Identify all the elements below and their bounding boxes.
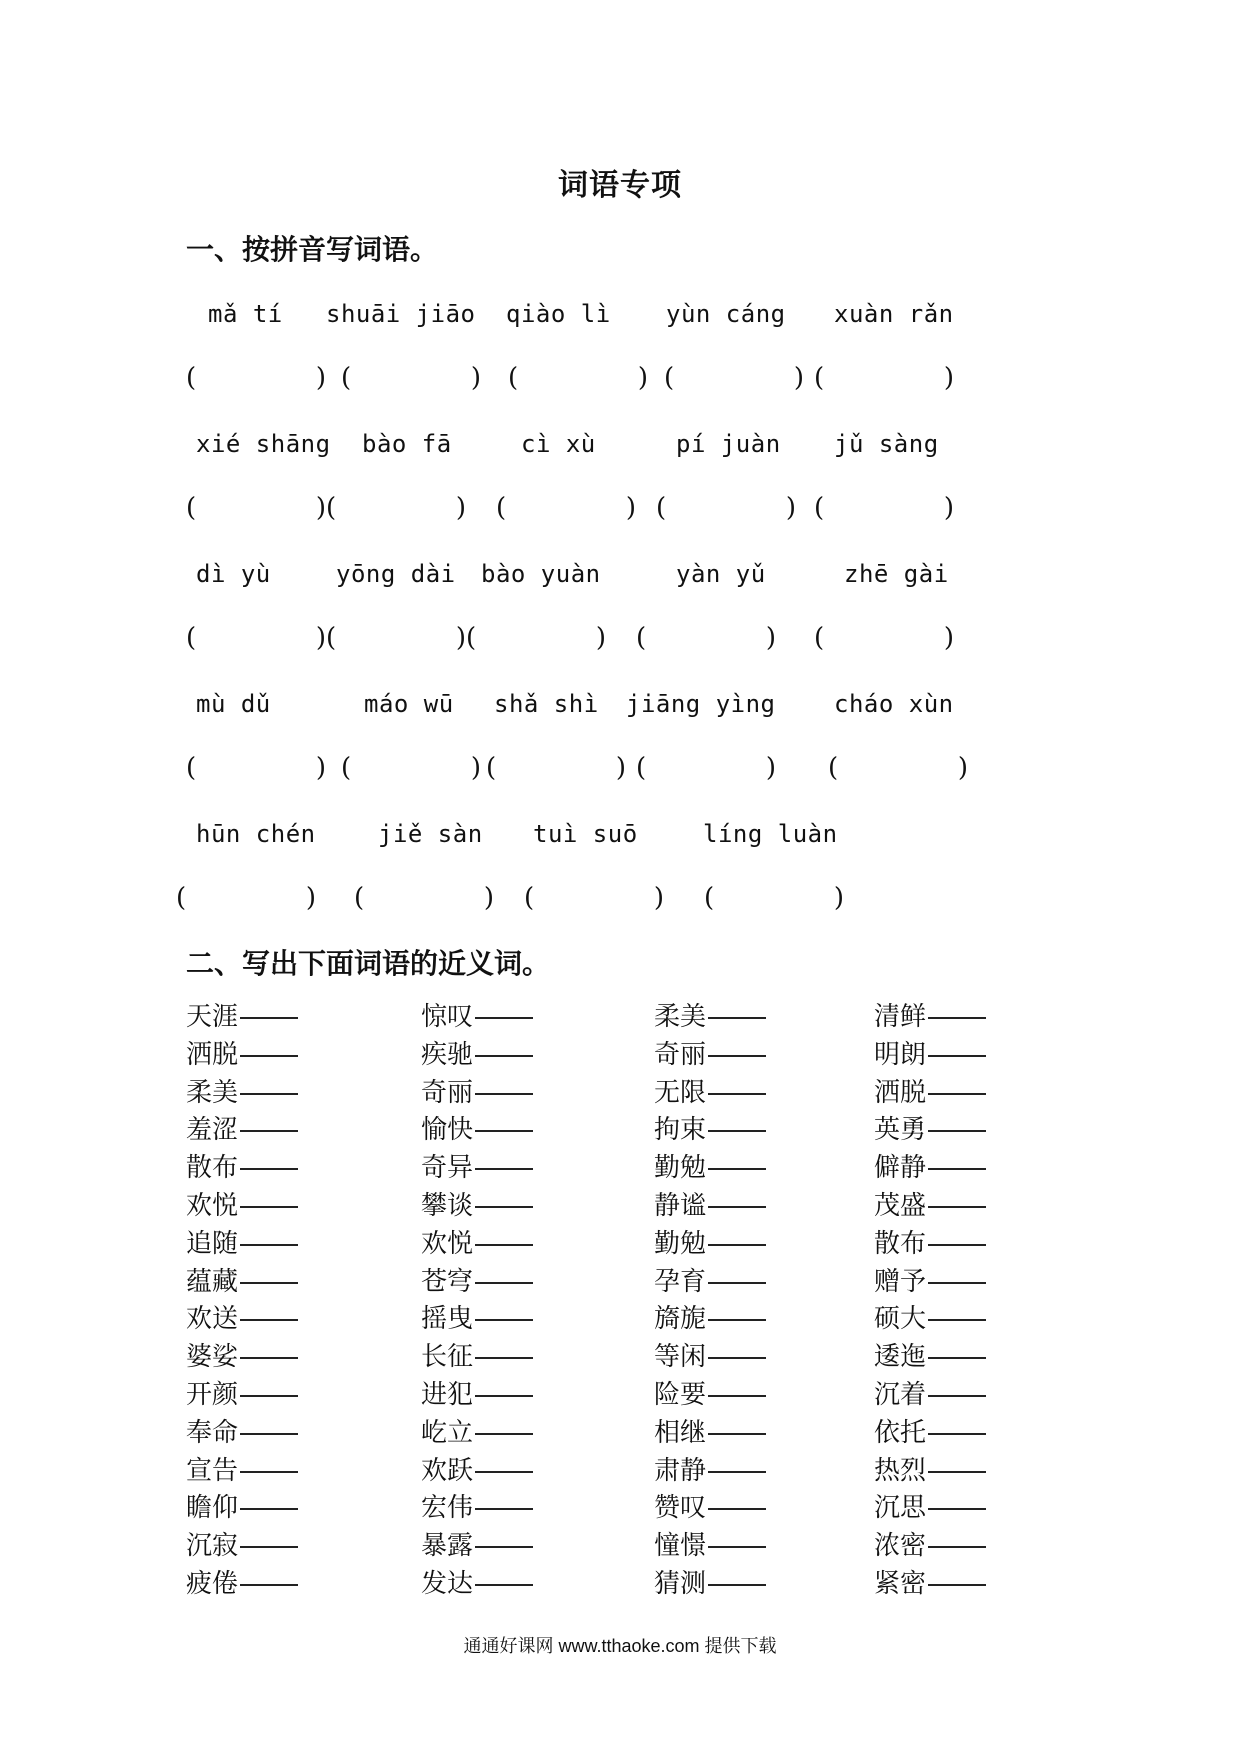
- close-bracket: ): [595, 623, 606, 653]
- synonym-word: 瞻仰: [186, 1493, 239, 1524]
- synonym-word: 热烈: [874, 1455, 927, 1486]
- synonym-word: 散布: [874, 1228, 927, 1259]
- synonym-word: 逶迤: [874, 1342, 927, 1373]
- synonym-row: [186, 1298, 1016, 1336]
- synonym-word: 孕育: [654, 1266, 707, 1297]
- pinyin-word: yàn yǔ: [676, 560, 766, 588]
- synonym-item: [421, 1412, 533, 1449]
- close-bracket: ): [765, 623, 776, 653]
- synonym-item: [186, 1487, 298, 1524]
- synonym-item: [654, 1487, 766, 1524]
- answer-line[interactable]: [708, 1130, 766, 1132]
- synonym-row: [186, 1525, 1016, 1563]
- open-bracket: (: [496, 493, 507, 523]
- pinyin-word: pí juàn: [676, 430, 781, 458]
- synonym-row: [186, 1147, 1016, 1185]
- synonym-word: 羞涩: [186, 1115, 239, 1146]
- close-bracket: ): [315, 623, 326, 653]
- pinyin-row: [186, 420, 1086, 485]
- answer-line[interactable]: [708, 1319, 766, 1321]
- answer-line[interactable]: [475, 1584, 533, 1586]
- synonym-word: 天涯: [186, 1002, 239, 1032]
- answer-line[interactable]: [475, 1055, 533, 1057]
- synonym-item: [186, 1147, 298, 1184]
- close-bracket: ): [455, 623, 466, 653]
- synonym-word: 勤勉: [654, 1228, 707, 1259]
- synonym-item: [654, 1374, 766, 1411]
- open-bracket: (: [326, 623, 337, 653]
- synonym-exercise: [186, 996, 1016, 1601]
- answer-line[interactable]: [928, 1546, 986, 1548]
- pinyin-word: xié shāng: [196, 430, 331, 458]
- synonym-row: [186, 1223, 1016, 1261]
- close-bracket: ): [625, 493, 636, 523]
- synonym-item: [421, 1072, 533, 1109]
- pinyin-row: [186, 680, 1086, 745]
- answer-line[interactable]: [708, 1508, 766, 1510]
- synonym-word: 赞叹: [654, 1493, 707, 1524]
- close-bracket: ): [315, 363, 326, 393]
- synonym-word: 屹立: [421, 1417, 474, 1448]
- synonym-row: [186, 1261, 1016, 1299]
- synonym-word: 相继: [654, 1417, 707, 1448]
- open-bracket: (: [656, 493, 667, 523]
- answer-bracket-row: [176, 875, 1086, 940]
- synonym-item: [654, 1336, 766, 1373]
- open-bracket: (: [176, 883, 187, 913]
- synonym-word: 猜测: [654, 1568, 707, 1599]
- synonym-word: 欢送: [186, 1304, 239, 1335]
- answer-line[interactable]: [928, 1319, 986, 1321]
- pinyin-word: shǎ shì: [494, 690, 599, 718]
- synonym-word: 宏伟: [421, 1493, 474, 1524]
- close-bracket: ): [455, 493, 466, 523]
- synonym-item: [654, 1261, 766, 1298]
- pinyin-word: shuāi jiāo: [326, 300, 476, 328]
- answer-line[interactable]: [475, 1282, 533, 1284]
- synonym-item: [654, 1412, 766, 1449]
- synonym-item: [421, 1298, 533, 1335]
- synonym-word: 进犯: [421, 1379, 474, 1410]
- synonym-item: [186, 996, 298, 1033]
- answer-line[interactable]: [928, 1357, 986, 1359]
- synonym-word: 愉快: [421, 1115, 474, 1146]
- synonym-word: 旖旎: [654, 1304, 707, 1335]
- synonym-row: [186, 996, 1016, 1034]
- answer-line[interactable]: [708, 1055, 766, 1057]
- synonym-item: [186, 1450, 298, 1487]
- answer-line[interactable]: [240, 1206, 298, 1208]
- synonym-word: 发达: [421, 1568, 474, 1599]
- close-bracket: ): [833, 883, 844, 913]
- answer-line[interactable]: [240, 1055, 298, 1057]
- pinyin-word: líng luàn: [703, 820, 838, 848]
- synonym-word: 茂盛: [874, 1190, 927, 1221]
- answer-line[interactable]: [475, 1395, 533, 1397]
- synonym-word: 沉寂: [186, 1531, 239, 1562]
- answer-line[interactable]: [708, 1395, 766, 1397]
- pinyin-word: dì yù: [196, 560, 271, 588]
- open-bracket: (: [814, 623, 825, 653]
- pinyin-row: [186, 550, 1086, 615]
- synonym-item: [654, 1034, 766, 1071]
- synonym-item: [654, 1109, 766, 1146]
- synonym-item: [421, 1487, 533, 1524]
- synonym-item: [874, 1336, 986, 1373]
- answer-line[interactable]: [475, 1357, 533, 1359]
- synonym-item: [186, 1261, 298, 1298]
- open-bracket: (: [186, 753, 197, 783]
- answer-line[interactable]: [240, 1395, 298, 1397]
- open-bracket: (: [341, 753, 352, 783]
- answer-line[interactable]: [475, 1093, 533, 1095]
- answer-line[interactable]: [475, 1244, 533, 1246]
- open-bracket: (: [186, 623, 197, 653]
- synonym-item: [421, 1147, 533, 1184]
- synonym-row: [186, 1072, 1016, 1110]
- answer-line[interactable]: [708, 1282, 766, 1284]
- synonym-item: [186, 1374, 298, 1411]
- open-bracket: (: [354, 883, 365, 913]
- synonym-item: [654, 1072, 766, 1109]
- open-bracket: (: [186, 363, 197, 393]
- synonym-word: 攀谈: [421, 1190, 474, 1221]
- synonym-word: 沉着: [874, 1379, 927, 1410]
- answer-line[interactable]: [708, 1168, 766, 1170]
- synonym-word: 洒脱: [186, 1039, 239, 1070]
- synonym-item: [186, 1223, 298, 1260]
- pinyin-word: zhē gài: [844, 560, 949, 588]
- open-bracket: (: [486, 753, 497, 783]
- answer-line[interactable]: [240, 1319, 298, 1321]
- answer-bracket-row: [186, 485, 1086, 550]
- synonym-row: [186, 1109, 1016, 1147]
- synonym-row: [186, 1374, 1016, 1412]
- synonym-item: [654, 1185, 766, 1222]
- answer-line[interactable]: [928, 1471, 986, 1473]
- open-bracket: (: [466, 623, 477, 653]
- synonym-item: [421, 1223, 533, 1260]
- synonym-item: [654, 1450, 766, 1487]
- answer-bracket-row: [186, 615, 1086, 680]
- synonym-item: [654, 1147, 766, 1184]
- close-bracket: ): [470, 363, 481, 393]
- synonym-row: [186, 1034, 1016, 1072]
- synonym-row: [186, 1185, 1016, 1223]
- synonym-word: 欢悦: [421, 1228, 474, 1259]
- answer-line[interactable]: [708, 1206, 766, 1208]
- answer-line[interactable]: [240, 1017, 298, 1019]
- answer-line[interactable]: [928, 1433, 986, 1435]
- answer-line[interactable]: [708, 1244, 766, 1246]
- answer-line[interactable]: [928, 1508, 986, 1510]
- synonym-item: [186, 1525, 298, 1562]
- synonym-row: [186, 1487, 1016, 1525]
- synonym-item: [654, 1298, 766, 1335]
- answer-line[interactable]: [708, 1093, 766, 1095]
- synonym-word: 奇丽: [654, 1039, 707, 1070]
- synonym-word: 婆娑: [186, 1342, 239, 1373]
- synonym-item: [874, 1487, 986, 1524]
- answer-line[interactable]: [475, 1433, 533, 1435]
- synonym-item: [874, 1298, 986, 1335]
- synonym-word: 苍穹: [421, 1266, 474, 1297]
- answer-line[interactable]: [240, 1357, 298, 1359]
- answer-line[interactable]: [928, 1168, 986, 1170]
- open-bracket: (: [664, 363, 675, 393]
- synonym-word: 疲倦: [186, 1568, 239, 1599]
- synonym-word: 英勇: [874, 1115, 927, 1146]
- close-bracket: ): [615, 753, 626, 783]
- answer-line[interactable]: [240, 1244, 298, 1246]
- synonym-word: 险要: [654, 1379, 707, 1410]
- synonym-word: 奇丽: [421, 1077, 474, 1108]
- synonym-row: [186, 1412, 1016, 1450]
- close-bracket: ): [470, 753, 481, 783]
- answer-line[interactable]: [240, 1093, 298, 1095]
- open-bracket: (: [186, 493, 197, 523]
- synonym-item: [186, 1336, 298, 1373]
- synonym-word: 明朗: [874, 1039, 927, 1070]
- synonym-word: 等闲: [654, 1342, 707, 1373]
- close-bracket: ): [943, 623, 954, 653]
- synonym-item: [874, 1563, 986, 1600]
- synonym-word: 洒脱: [874, 1077, 927, 1108]
- synonym-word: 摇曳: [421, 1304, 474, 1335]
- synonym-word: 拘束: [654, 1115, 707, 1146]
- pinyin-exercise: [176, 290, 1086, 940]
- synonym-item: [654, 1525, 766, 1562]
- answer-line[interactable]: [475, 1319, 533, 1321]
- answer-line[interactable]: [240, 1282, 298, 1284]
- synonym-word: 长征: [421, 1342, 474, 1373]
- answer-line[interactable]: [708, 1017, 766, 1019]
- synonym-word: 僻静: [874, 1153, 927, 1184]
- answer-line[interactable]: [240, 1508, 298, 1510]
- synonym-word: 肃静: [654, 1455, 707, 1486]
- synonym-word: 散布: [186, 1153, 239, 1184]
- close-bracket: ): [765, 753, 776, 783]
- footer-credit: 通通好课网 www.tthaoke.com 提供下载: [463, 1636, 777, 1656]
- answer-line[interactable]: [475, 1168, 533, 1170]
- synonym-item: [874, 1374, 986, 1411]
- answer-line[interactable]: [240, 1130, 298, 1132]
- synonym-row: [186, 1336, 1016, 1374]
- answer-line[interactable]: [708, 1433, 766, 1435]
- synonym-word: 柔美: [186, 1077, 239, 1108]
- synonym-item: [654, 1563, 766, 1600]
- page-title: 词语专项: [558, 168, 682, 203]
- pinyin-word: cì xù: [521, 430, 596, 458]
- open-bracket: (: [524, 883, 535, 913]
- answer-line[interactable]: [928, 1395, 986, 1397]
- synonym-item: [421, 1563, 533, 1600]
- pinyin-word: máo wū: [364, 690, 454, 718]
- synonym-item: [874, 1450, 986, 1487]
- answer-line[interactable]: [475, 1017, 533, 1019]
- pinyin-word: qiào lì: [506, 300, 611, 328]
- synonym-item: [874, 1147, 986, 1184]
- close-bracket: ): [943, 493, 954, 523]
- synonym-item: [186, 1034, 298, 1071]
- synonym-word: 赠予: [874, 1266, 927, 1297]
- close-bracket: ): [305, 883, 316, 913]
- close-bracket: ): [785, 493, 796, 523]
- synonym-item: [186, 1298, 298, 1335]
- synonym-word: 开颜: [186, 1379, 239, 1410]
- synonym-word: 追随: [186, 1228, 239, 1259]
- synonym-word: 静谧: [654, 1190, 707, 1221]
- synonym-item: [186, 1109, 298, 1146]
- synonym-word: 紧密: [874, 1568, 927, 1599]
- close-bracket: ): [483, 883, 494, 913]
- answer-line[interactable]: [928, 1055, 986, 1057]
- close-bracket: ): [957, 753, 968, 783]
- answer-line[interactable]: [928, 1584, 986, 1586]
- open-bracket: (: [814, 493, 825, 523]
- synonym-item: [874, 1412, 986, 1449]
- synonym-word: 奇异: [421, 1153, 474, 1184]
- pinyin-word: mù dǔ: [196, 690, 271, 718]
- answer-line[interactable]: [240, 1168, 298, 1170]
- answer-bracket-row: [186, 745, 1086, 810]
- open-bracket: (: [341, 363, 352, 393]
- synonym-item: [654, 1223, 766, 1260]
- answer-line[interactable]: [708, 1546, 766, 1548]
- answer-line[interactable]: [475, 1508, 533, 1510]
- answer-line[interactable]: [240, 1584, 298, 1586]
- close-bracket: ): [637, 363, 648, 393]
- synonym-word: 无限: [654, 1077, 707, 1108]
- synonym-item: [421, 1336, 533, 1373]
- synonym-word: 硕大: [874, 1304, 927, 1335]
- synonym-item: [874, 1185, 986, 1222]
- synonym-word: 蕴藏: [186, 1266, 239, 1297]
- pinyin-word: jiāng yìng: [626, 690, 776, 718]
- synonym-item: [874, 996, 986, 1033]
- synonym-item: [874, 1034, 986, 1071]
- synonym-item: [421, 1109, 533, 1146]
- answer-bracket-row: [186, 355, 1086, 420]
- close-bracket: ): [793, 363, 804, 393]
- synonym-word: 暴露: [421, 1531, 474, 1562]
- synonym-item: [421, 1374, 533, 1411]
- synonym-item: [421, 1261, 533, 1298]
- synonym-word: 沉思: [874, 1493, 927, 1524]
- answer-line[interactable]: [475, 1130, 533, 1132]
- answer-line[interactable]: [928, 1206, 986, 1208]
- close-bracket: ): [315, 753, 326, 783]
- synonym-item: [654, 996, 766, 1033]
- synonym-item: [421, 1525, 533, 1562]
- synonym-item: [186, 1412, 298, 1449]
- pinyin-word: bào fā: [362, 430, 452, 458]
- synonym-item: [421, 1450, 533, 1487]
- pinyin-word: xuàn rǎn: [834, 300, 954, 328]
- synonym-item: [874, 1525, 986, 1562]
- synonym-item: [874, 1109, 986, 1146]
- synonym-row: [186, 1563, 1016, 1601]
- pinyin-row: [186, 290, 1086, 355]
- pinyin-word: jiě sàn: [378, 820, 483, 848]
- synonym-item: [421, 996, 533, 1033]
- synonym-item: [186, 1185, 298, 1222]
- close-bracket: ): [943, 363, 954, 393]
- synonym-row: [186, 1450, 1016, 1488]
- answer-line[interactable]: [708, 1471, 766, 1473]
- synonym-word: 浓密: [874, 1531, 927, 1562]
- section-2-heading: 二、写出下面词语的近义词。: [186, 947, 551, 980]
- pinyin-word: tuì suō: [533, 820, 638, 848]
- synonym-word: 疾驰: [421, 1039, 474, 1070]
- close-bracket: ): [315, 493, 326, 523]
- answer-line[interactable]: [240, 1471, 298, 1473]
- synonym-item: [874, 1072, 986, 1109]
- synonym-item: [874, 1261, 986, 1298]
- close-bracket: ): [653, 883, 664, 913]
- synonym-item: [186, 1563, 298, 1600]
- synonym-item: [421, 1185, 533, 1222]
- synonym-word: 柔美: [654, 1002, 707, 1032]
- answer-line[interactable]: [708, 1357, 766, 1359]
- synonym-word: 宣告: [186, 1455, 239, 1486]
- answer-line[interactable]: [928, 1017, 986, 1019]
- open-bracket: (: [636, 623, 647, 653]
- answer-line[interactable]: [475, 1206, 533, 1208]
- open-bracket: (: [828, 753, 839, 783]
- answer-line[interactable]: [475, 1546, 533, 1548]
- synonym-item: [874, 1223, 986, 1260]
- answer-line[interactable]: [708, 1584, 766, 1586]
- synonym-word: 奉命: [186, 1417, 239, 1448]
- synonym-item: [421, 1034, 533, 1071]
- synonym-word: 依托: [874, 1417, 927, 1448]
- pinyin-word: yùn cáng: [666, 300, 786, 328]
- open-bracket: (: [704, 883, 715, 913]
- answer-line[interactable]: [240, 1433, 298, 1435]
- synonym-item: [186, 1072, 298, 1109]
- pinyin-word: bào yuàn: [481, 560, 601, 588]
- synonym-word: 清鲜: [874, 1002, 927, 1032]
- answer-line[interactable]: [475, 1471, 533, 1473]
- pinyin-row: [186, 810, 1086, 875]
- synonym-word: 欢跃: [421, 1455, 474, 1486]
- synonym-word: 惊叹: [421, 1002, 474, 1032]
- answer-line[interactable]: [240, 1546, 298, 1548]
- synonym-word: 欢悦: [186, 1190, 239, 1221]
- answer-line[interactable]: [928, 1282, 986, 1284]
- answer-line[interactable]: [928, 1244, 986, 1246]
- section-1-heading: 一、按拼音写词语。: [186, 233, 439, 266]
- pinyin-word: yōng dài: [336, 560, 456, 588]
- pinyin-word: jǔ sàng: [834, 430, 939, 458]
- synonym-word: 憧憬: [654, 1531, 707, 1562]
- open-bracket: (: [326, 493, 337, 523]
- open-bracket: (: [508, 363, 519, 393]
- pinyin-word: mǎ tí: [208, 300, 283, 328]
- open-bracket: (: [814, 363, 825, 393]
- answer-line[interactable]: [928, 1093, 986, 1095]
- pinyin-word: hūn chén: [196, 820, 316, 848]
- answer-line[interactable]: [928, 1130, 986, 1132]
- open-bracket: (: [636, 753, 647, 783]
- pinyin-word: cháo xùn: [834, 690, 954, 718]
- synonym-word: 勤勉: [654, 1153, 707, 1184]
